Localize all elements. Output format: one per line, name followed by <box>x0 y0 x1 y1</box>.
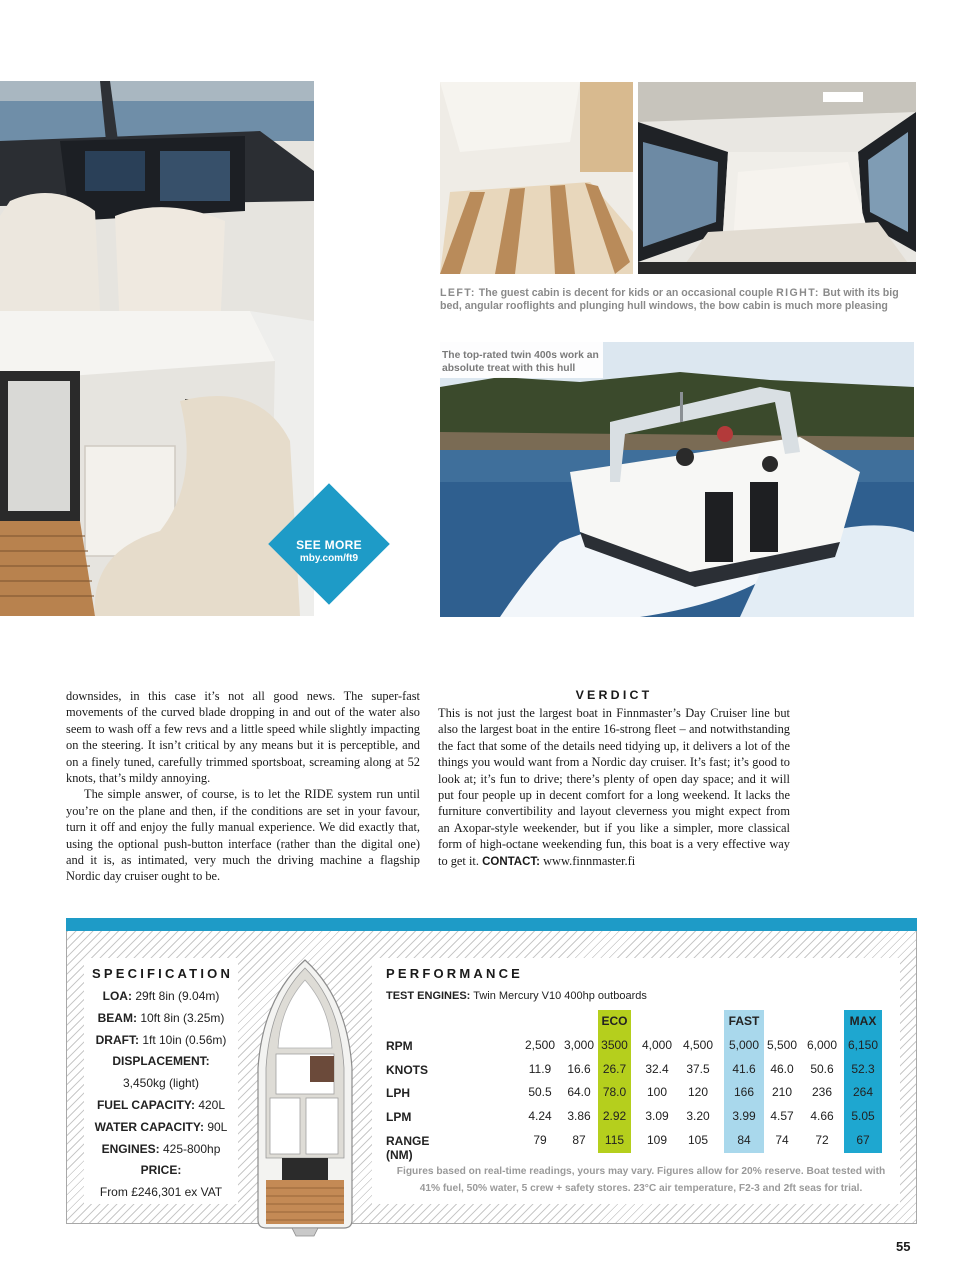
spec-displacement-value: 3,450kg (light) <box>122 1076 200 1091</box>
boat-plan-icon <box>252 958 358 1238</box>
spec-displacement-label: DISPLACEMENT: <box>112 1054 210 1069</box>
performance-cell: 67 <box>844 1129 882 1153</box>
performance-row-label: LPH <box>386 1086 410 1101</box>
performance-cell: 78.0 <box>598 1081 631 1105</box>
see-more-url: mby.com/ft9 <box>299 553 359 564</box>
performance-cell: 4.24 <box>528 1109 552 1124</box>
specification-heading: SPECIFICATION <box>92 966 234 981</box>
performance-cell: 264 <box>844 1081 882 1105</box>
verdict-text: This is not just the largest boat in Finnmaster’s Day Cruiser line but also the largest boat in the entire 16-strong fleet – and notwithstanding the fact that some of the details need tidying up, it delivers a lot of the things you would want from a Nordic day cruiser. It’s fast; it’s good to look at; it’s fun to drive; there’s plenty of open day space; and it will put four people up in decent comfort for a long weekend. It lacks the furniture convertibility and layout cleverness you might expect from an Axopar-style weekender, but if you like a simpler, more classical form of high-octane weekending fun, this boat is a very effective way to get it. <box>438 706 790 868</box>
performance-cell: 5.05 <box>844 1105 882 1129</box>
article-column-left <box>66 688 420 885</box>
performance-cell: 74 <box>775 1132 789 1147</box>
performance-cell: 79 <box>533 1132 547 1147</box>
performance-row-label: RANGE (NM) <box>386 1133 430 1162</box>
performance-cell: 87 <box>572 1132 586 1147</box>
performance-header-cell <box>678 1010 718 1034</box>
cockpit-photo <box>0 81 314 616</box>
performance-header-cell <box>762 1010 802 1034</box>
test-engines-label: TEST ENGINES: <box>386 990 471 1002</box>
performance-cell: 166 <box>724 1081 764 1105</box>
performance-cell: 5,500 <box>766 1037 798 1052</box>
performance-cell: 6,000 <box>806 1037 838 1052</box>
performance-cell: 4,500 <box>682 1037 714 1052</box>
performance-cell: 210 <box>771 1085 793 1100</box>
performance-cell: 105 <box>687 1132 709 1147</box>
performance-cell: 4,000 <box>641 1037 673 1052</box>
verdict-paragraph <box>438 705 790 870</box>
caption-lead-left: LEFT: <box>440 287 476 299</box>
contact-label: CONTACT: <box>482 855 540 868</box>
performance-cell: 6,150 <box>844 1034 882 1058</box>
performance-cell: 2.92 <box>598 1105 631 1129</box>
bow-cabin-photo <box>638 82 916 274</box>
guest-cabin-photo <box>440 82 633 274</box>
performance-cell: 2,500 <box>524 1037 556 1052</box>
specification-list <box>86 986 236 1204</box>
performance-header-cell: MAX <box>844 1010 882 1034</box>
performance-cell: 3.86 <box>567 1109 591 1124</box>
performance-header-cell: FAST <box>724 1010 764 1034</box>
running-caption: The top-rated twin 400s work an absolute treat with this hull <box>440 342 603 378</box>
spec-fuel: FUEL CAPACITY: 420L <box>96 1097 226 1112</box>
performance-cell: 3.99 <box>724 1105 764 1129</box>
spec-loa: LOA: 29ft 8in (9.04m) <box>102 989 220 1003</box>
spec-price-label: PRICE: <box>140 1163 182 1178</box>
article-paragraph: downsides, in this case it’s not all good news. The super-fast movements of the curved blade dropping in and out of the water also seem to wash off a few revs and a little speed while slightly impacting on the steering. It isn’t critical by any means but it is perceptible, and on a finely tuned, carefully trimmed sportsboat, screaming along at 52 knots, that’s mildy annoying. <box>66 689 420 786</box>
performance-cell: 26.7 <box>598 1058 631 1082</box>
performance-header-cell <box>802 1010 842 1034</box>
article-paragraph: The simple answer, of course, is to let the RIDE system run until you’re on the plane and then, if the conditions are set in your favour, turn it off and enjoy the fully manual experience. We did exactly that, using the optional push-button interface (rather than the digital one) and it is, as intimated, very much the driving machine a flagship Nordic day cruiser ought to be. <box>66 787 420 884</box>
performance-cell: 32.4 <box>645 1061 669 1076</box>
performance-cell: 52.3 <box>844 1058 882 1082</box>
performance-cell: 3500 <box>598 1034 631 1058</box>
performance-row-label: RPM <box>386 1038 413 1053</box>
performance-heading: PERFORMANCE <box>386 966 524 981</box>
boat-running-photo <box>440 342 914 617</box>
verdict-heading: VERDICT <box>575 688 653 702</box>
performance-header-cell <box>560 1010 598 1034</box>
spec-price-value: From £246,301 ex VAT <box>99 1185 223 1200</box>
performance-cell: 64.0 <box>567 1085 591 1100</box>
spec-draft: DRAFT: 1ft 10in (0.56m) <box>95 1032 227 1047</box>
performance-cell: 50.6 <box>810 1061 834 1076</box>
performance-cell: 11.9 <box>528 1061 552 1076</box>
spec-beam: BEAM: 10ft 8in (3.25m) <box>97 1010 225 1025</box>
performance-cell: 3.20 <box>686 1109 710 1124</box>
performance-cell: 100 <box>646 1085 668 1100</box>
performance-cell: 115 <box>598 1129 631 1153</box>
contact-link[interactable]: www.finnmaster.fi <box>543 853 636 868</box>
test-engines-value: Twin Mercury V10 400hp outboards <box>473 990 647 1002</box>
spec-box-top-bar <box>66 918 917 931</box>
performance-cell: 109 <box>646 1132 668 1147</box>
performance-cell: 4.66 <box>810 1109 834 1124</box>
performance-header-cell <box>520 1010 560 1034</box>
performance-header-cell <box>637 1010 677 1034</box>
page-number: 55 <box>896 1239 911 1254</box>
performance-cell: 16.6 <box>567 1061 591 1076</box>
performance-cell: 50.5 <box>528 1085 552 1100</box>
performance-cell: 41.6 <box>724 1058 764 1082</box>
spec-engines: ENGINES: 425-800hp <box>101 1141 221 1156</box>
performance-row-label: KNOTS <box>386 1062 428 1077</box>
performance-cell: 5,000 <box>724 1034 764 1058</box>
caption-lead-right: RIGHT: <box>776 287 820 299</box>
performance-cell: 3,000 <box>563 1037 595 1052</box>
performance-cell: 3.09 <box>645 1109 669 1124</box>
performance-cell: 72 <box>815 1132 829 1147</box>
performance-cell: 236 <box>811 1085 833 1100</box>
performance-cell: 4.57 <box>770 1109 794 1124</box>
performance-cell: 46.0 <box>770 1061 794 1076</box>
performance-cell: 120 <box>687 1085 709 1100</box>
caption-text-left: The guest cabin is decent for kids or an occasional couple <box>478 287 774 299</box>
article-column-right <box>438 688 790 870</box>
see-more-link[interactable] <box>270 538 388 566</box>
performance-row-label: LPM <box>386 1110 412 1125</box>
performance-cell: 84 <box>724 1129 764 1153</box>
performance-header-cell: ECO <box>598 1010 631 1034</box>
caption-text-right: But with its big bed, angular rooflights and plunging hull windows, the bow cabin is much more pleasing <box>440 287 899 312</box>
cabins-caption <box>440 287 910 313</box>
see-more-label: SEE MORE <box>296 538 362 552</box>
spec-water: WATER CAPACITY: 90L <box>94 1119 228 1134</box>
test-engines <box>386 990 647 1002</box>
performance-cell: 37.5 <box>686 1061 710 1076</box>
performance-note: Figures based on real-time readings, yours may vary. Figures allow for 20% reserve. Boat tested with 41% fuel, 50% water, 5 crew + safety stores. 23°C air temperature, F2-3 and 2ft seas for trial. <box>396 1166 886 1194</box>
